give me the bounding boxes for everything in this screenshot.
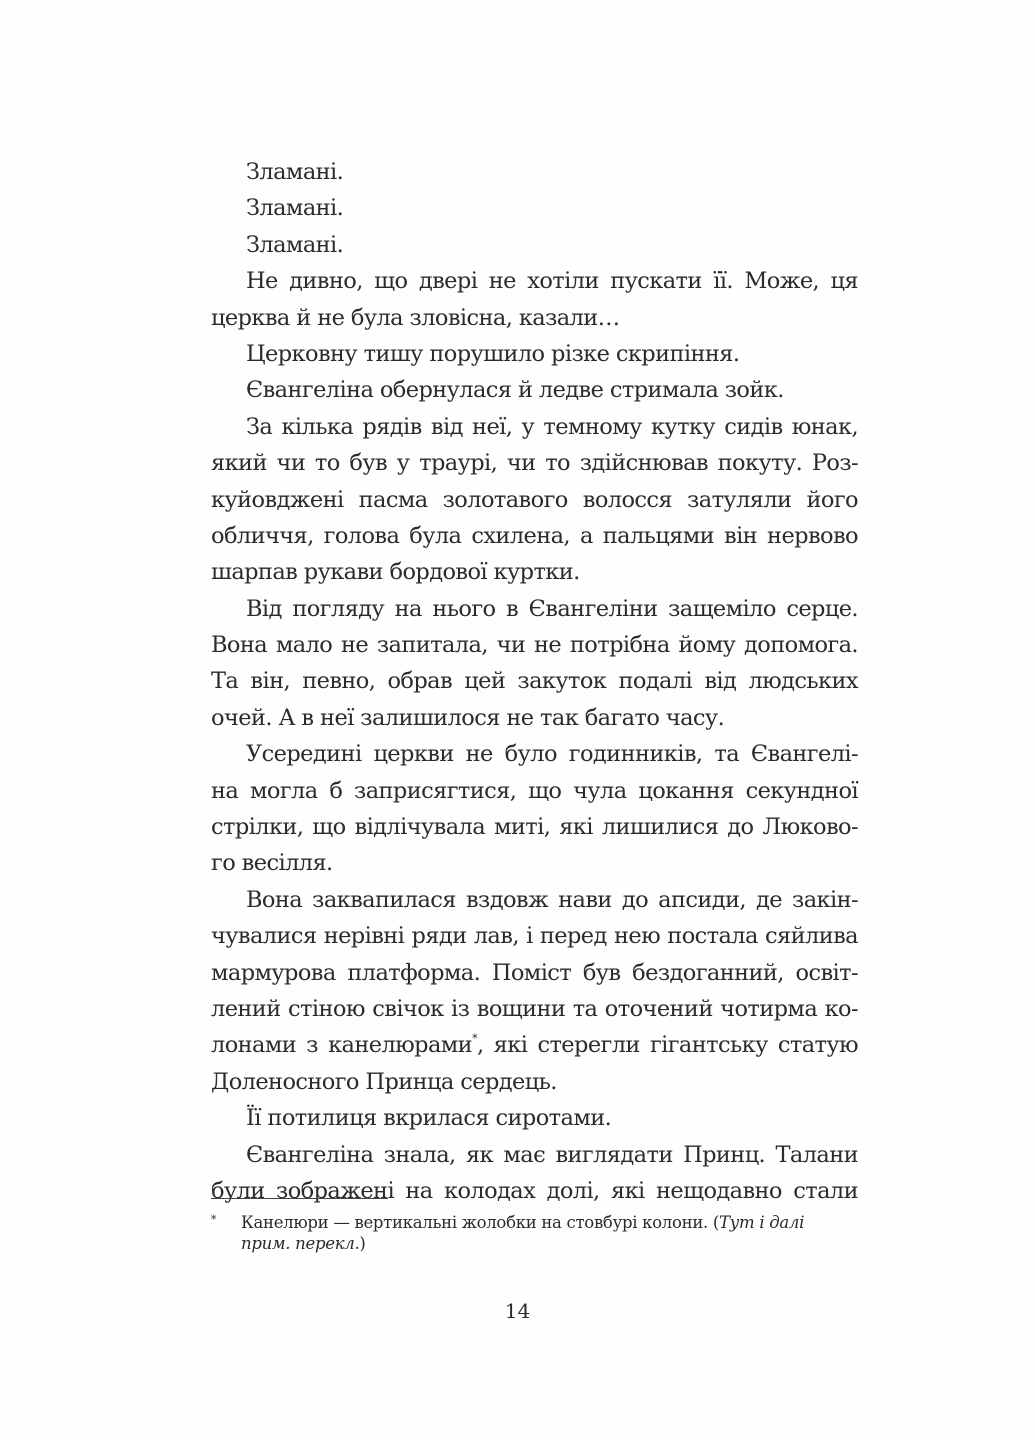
text-line: лений стіною свічок із вощини та оточений чотирма ко-	[211, 995, 858, 1022]
text-segment: лонами з канелюрами	[211, 1032, 473, 1059]
text-line: були зображені на колодах долі, які нещодавно стали	[211, 1177, 858, 1204]
text-line: який чи то був у траурі, чи то здійснював покуту. Роз-	[211, 450, 858, 477]
text-line: Зламані.	[246, 195, 344, 222]
text-line: Усередині церкви не було годинників, та Євангелі-	[246, 741, 858, 768]
text-line: куйовджені пасма золотавого волосся затуляли його	[211, 486, 858, 513]
text-line: шарпав рукави бордової куртки.	[211, 559, 580, 586]
text-line: Євангеліна знала, як має виглядати Принц. Талани	[246, 1141, 858, 1168]
text-line: мармурова платформа. Поміст був бездоганний, освіт-	[211, 959, 858, 986]
text-line: Вона заквапилася вздовж нави до апсиди, де закін-	[246, 886, 858, 913]
footnote-text	[241, 1212, 858, 1254]
text-line: церква й не була зловісна, казали…	[211, 304, 620, 331]
text-line: Євангеліна обернулася й ледве стримала зойк.	[246, 377, 784, 404]
footnote-italic: Тут і далі прим. перекл.	[241, 1213, 805, 1253]
text-line: Та він, певно, обрав цей закуток подалі від людських	[211, 668, 858, 695]
text-line: Церковну тишу порушило різке скрипіння.	[246, 340, 740, 367]
footnote-close: )	[359, 1234, 366, 1253]
text-line: чувалися нерівні ряди лав, і перед нею постала сяйлива	[211, 923, 858, 950]
text-line: Від погляду на нього в Євангеліни защеміло серце.	[246, 595, 858, 622]
footnote	[211, 1212, 858, 1254]
text-line: Її потилиця вкрилася сиротами.	[246, 1105, 612, 1132]
footnote-main: Канелюри — вертикальні жолобки на стовбурі колони. (	[241, 1213, 720, 1232]
text-line: Зламані.	[246, 231, 344, 258]
text-line: Зламані.	[246, 159, 344, 185]
footnote-divider	[211, 1198, 388, 1199]
text-line: Не дивно, що двері не хотіли пускати її. Може, ця	[246, 268, 858, 295]
text-line	[211, 1027, 858, 1063]
text-line: обличчя, голова була схилена, а пальцями він нервово	[211, 522, 858, 549]
text-line: За кілька рядів від неї, у темному кутку сидів юнак,	[246, 413, 858, 440]
text-line: очей. А в неї залишилося не так багато часу.	[211, 704, 725, 731]
text-line: Вона мало не запитала, чи не потрібна йому допомога.	[211, 632, 858, 659]
footnote-reference[interactable]: *	[472, 1032, 477, 1046]
page-number: 14	[504, 1299, 531, 1323]
text-line: го весілля.	[211, 850, 333, 877]
footnote-mark: *	[211, 1213, 217, 1226]
text-line: Доленосного Принца сердець.	[211, 1068, 557, 1095]
text-segment: , які стерегли гігантську статую	[476, 1032, 858, 1059]
text-line: на могла б заприсягтися, що чула цокання секундної	[211, 777, 858, 804]
body-text	[211, 154, 858, 1209]
text-line: стрілки, що відлічувала миті, які лишилися до Люково-	[211, 814, 858, 841]
